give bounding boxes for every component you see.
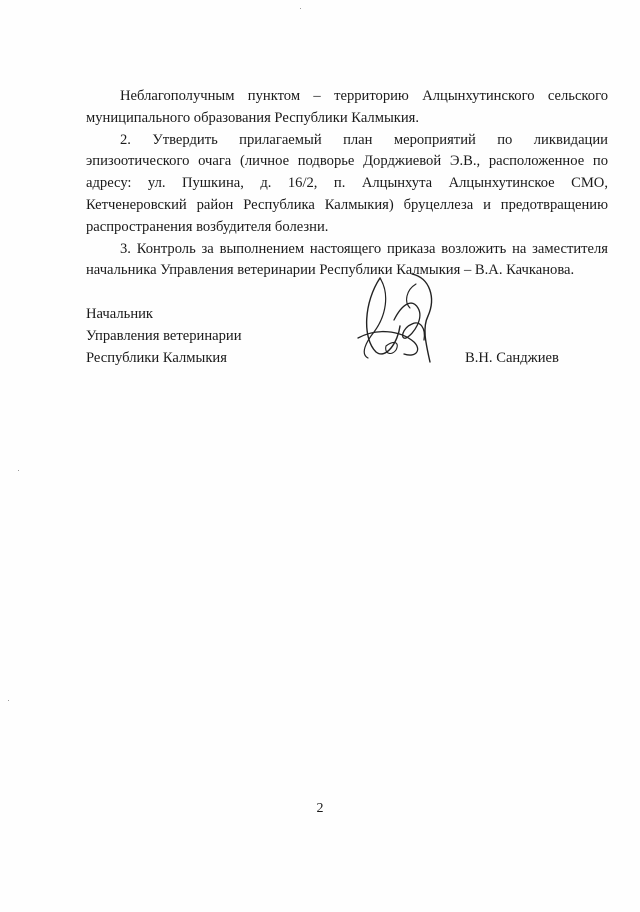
handwritten-signature <box>356 268 442 364</box>
page-number: 2 <box>316 801 324 816</box>
signatory-title-line-1: Начальник <box>86 306 154 322</box>
scan-speck <box>300 8 301 9</box>
scan-speck <box>8 700 9 701</box>
paragraph-1: Неблагополучным пунктом – территорию Алцынхутинского сельского муниципального образования Республики Калмыкия. <box>86 88 608 126</box>
paragraph-2: 2. Утвердить прилагаемый план мероприятий по ликвидации эпизоотического очага (личное подворье Дорджиевой Э.В., расположенное по адресу: ул. Пушкина, д. 16/2, п. Алцынхута Алцынхутинское СМО, Кетченеровский район Республика Калмыкия) бруцеллеза и предотвращению распространения возбудителя болезни. <box>86 131 608 235</box>
signatory-title <box>86 304 242 369</box>
signatory-name: В.Н. Санджиев <box>465 350 559 366</box>
scan-speck <box>18 470 19 471</box>
document-body <box>86 86 608 282</box>
signatory-title-line-3: Республики Калмыкия <box>86 349 227 366</box>
signatory-title-line-2: Управления ветеринарии <box>86 327 242 344</box>
paragraph-3: 3. Контроль за выполнением настоящего приказа возложить на заместителя начальника Управления ветеринарии Республики Калмыкия – В.А. Качканова. <box>86 240 608 279</box>
